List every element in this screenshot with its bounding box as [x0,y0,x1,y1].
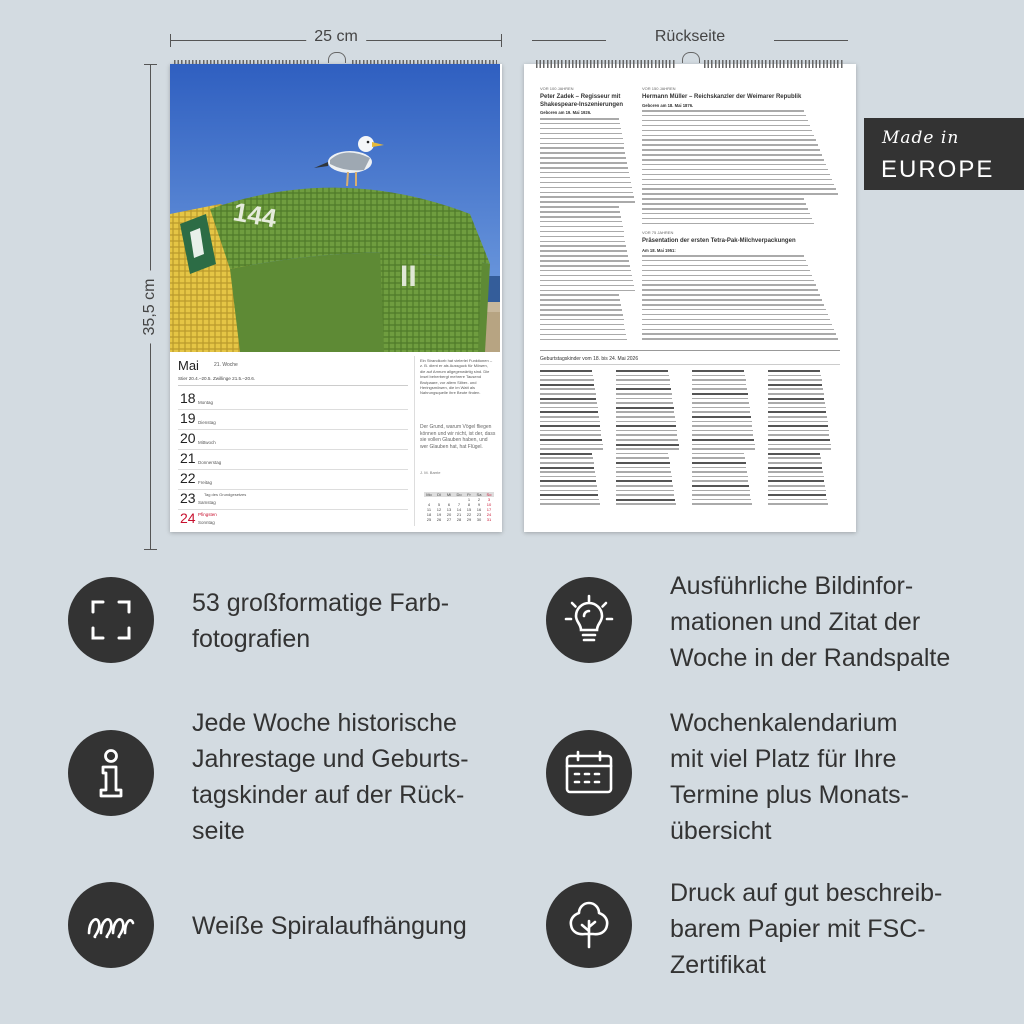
text-line [642,280,814,282]
text-line [642,304,824,306]
text-line [692,453,744,455]
text-line [642,110,804,112]
text-line [768,398,824,400]
text-line [616,467,670,469]
height-label: 35,5 cm [141,271,159,344]
text-line [540,453,592,455]
text-line [642,130,812,132]
text-line [540,485,597,487]
text-line [642,179,832,181]
text-line [768,430,829,432]
text-line [642,309,826,311]
text-line [540,285,634,287]
text-line [692,416,751,418]
text-line [642,319,830,321]
text-line [642,270,810,272]
text-line [768,370,820,372]
text-line [540,425,600,427]
text-line [540,123,620,125]
text-line [540,152,625,154]
text-line [768,393,824,395]
text-line [540,236,624,238]
text-line [540,147,624,149]
text-line [540,211,620,213]
text-line [540,314,623,316]
text-line [540,118,619,120]
text-line [540,187,632,189]
hanger-hook [328,52,346,63]
text-line [540,128,621,130]
text-line [692,379,746,381]
text-line [616,402,673,404]
text-line [616,448,679,450]
feature-fsc-paper: Druck auf gut beschreib- barem Papier mit FSC- Zertifikat [670,879,943,979]
text-line [540,411,598,413]
text-line [540,294,619,296]
text-line [692,375,745,377]
text-line [692,388,747,390]
text-line [768,379,822,381]
text-line [642,159,824,161]
text-line [540,162,627,164]
text-line [642,203,806,205]
article-2-lead: Geboren am 18. Mai 1876. [642,103,694,108]
text-line [540,384,594,386]
text-line [540,201,635,203]
day-row[interactable]: 24 Pfingsten Sonntag [180,510,217,526]
text-line [540,329,625,331]
text-line [616,494,674,496]
text-line [692,430,753,432]
svg-text:II: II [400,260,417,293]
text-line [540,421,600,423]
text-line [768,457,821,459]
text-line [692,490,750,492]
text-line [540,157,626,159]
tree-icon [546,882,632,968]
sidebar-divider [414,356,415,526]
text-line [692,448,755,450]
text-line [540,290,635,292]
text-line [616,503,676,505]
text-line [540,324,624,326]
day-row[interactable]: 18 Montag [178,389,408,410]
text-line [616,393,672,395]
text-line [768,467,822,469]
text-line [616,379,670,381]
text-line [642,135,814,137]
text-line [540,192,633,194]
text-line [540,226,623,228]
text-line [540,494,598,496]
text-line [642,154,822,156]
text-line [642,174,830,176]
text-line [616,476,672,478]
text-line [768,439,830,441]
text-line [616,480,672,482]
text-line [616,421,676,423]
text-line [642,223,814,225]
text-line [540,499,599,501]
text-line [616,485,673,487]
text-line [616,444,679,446]
text-line [642,260,806,262]
text-line [692,402,749,404]
calendar-icon [546,730,632,816]
text-line [642,188,836,190]
text-line [540,393,596,395]
text-line [642,144,818,146]
text-line [692,411,750,413]
text-line [540,206,619,208]
text-line [540,457,593,459]
text-line [768,388,823,390]
text-line [540,299,620,301]
text-line [540,434,601,436]
text-line [616,457,669,459]
text-line [540,430,601,432]
text-line [642,265,808,267]
text-line [768,444,831,446]
article-3-lead: Am 18. Mai 1951: [642,248,676,253]
text-line [540,480,596,482]
text-line [692,485,749,487]
birthdays-title: Geburtstagskinder vom 18. bis 24. Mai 2026 [540,356,639,362]
text-line [540,196,634,198]
text-line [642,164,826,166]
back-side-label: Rückseite [647,28,733,46]
text-line [540,172,629,174]
text-line [768,453,820,455]
text-line [540,402,597,404]
text-line [540,416,599,418]
text-line [540,334,626,336]
text-line [768,494,826,496]
text-line [768,503,828,505]
spiral-binding [536,60,676,68]
height-dimension [140,64,160,550]
text-line [692,499,751,501]
text-line [768,448,831,450]
text-line [540,231,624,233]
text-line [642,169,828,171]
text-line [616,407,674,409]
text-line [642,208,808,210]
text-line [616,430,677,432]
article-2-title: Hermann Müller – Reichskanzler der Weimarer Republik [642,94,802,100]
feature-weekly-calendar: Wochenkalendarium mit viel Platz für Ihre Termine plus Monats- übersicht [670,709,909,845]
text-line [642,125,810,127]
text-line [540,503,600,505]
text-line [540,241,625,243]
text-line [642,294,820,296]
text-line [616,425,676,427]
month-overview: Mo Di Mi Do Fr Sa So 1 2 3 4 5 6 7 8 9 10 11 12 13 14 15 16 17 18 19 20 21 22 23 24 25 26 27 28 29 30 31 [424,492,494,522]
text-line [642,299,822,301]
text-line [642,284,816,286]
text-line [692,503,752,505]
text-line [540,260,629,262]
text-line [642,314,828,316]
width-label: 25 cm [306,28,366,46]
text-line [642,218,812,220]
text-line [692,480,748,482]
article-3-kicker: VOR 75 JAHREN [642,230,674,235]
back-side-dimension [524,30,856,50]
text-line [692,434,753,436]
text-line [692,393,748,395]
calendar-front-page [170,64,502,532]
text-line [768,375,821,377]
text-line [540,250,627,252]
text-line [642,184,834,186]
text-line [692,462,746,464]
text-line [540,255,628,257]
text-line [616,384,670,386]
day-row[interactable]: 21 Donnerstag [178,449,408,470]
article-1-lead: Geboren am 19. Mai 1926. [540,110,592,115]
text-line [540,444,603,446]
month-label: Mai [178,358,199,373]
text-line [540,221,622,223]
text-line [642,329,834,331]
hanger-hook [682,52,700,63]
feature-photos: 53 großformatige Farb- fotografien [192,589,450,653]
text-line [768,462,822,464]
text-line [692,494,750,496]
text-line [768,407,826,409]
info-icon [68,730,154,816]
text-line [616,490,674,492]
text-line [540,490,598,492]
made-in-europe-badge: Made in EUROPE [864,118,1024,190]
text-line [540,467,594,469]
text-line [616,416,675,418]
text-line [768,499,827,501]
text-line [692,425,752,427]
text-line [692,384,746,386]
text-line [692,407,750,409]
zodiac-line: Stier 20.4.–20.5. Zwillinge 21.5.–20.6. [178,376,256,381]
text-line [540,398,596,400]
text-line [642,139,816,141]
svg-text:144: 144 [230,196,279,234]
text-line [616,499,675,501]
text-line [692,457,745,459]
text-line [540,280,633,282]
text-line [540,379,594,381]
text-line [616,434,677,436]
text-line [768,471,823,473]
text-line [642,275,812,277]
quote-of-week: Der Grund, warum Vögel fliegen können und wir nicht, ist der, dass sie vollen Glauben haben, und wer Glauben hat, hat Flügel. [420,424,496,450]
text-line [768,411,826,413]
text-line [642,324,832,326]
text-line [692,398,748,400]
text-line [540,471,595,473]
text-line [540,448,603,450]
text-line [540,167,628,169]
text-line [768,384,822,386]
text-line [616,411,674,413]
week-label: 21. Woche [214,362,238,368]
text-line [768,434,829,436]
text-line [540,407,598,409]
text-line [616,388,671,390]
spiral-binding [704,60,844,68]
text-line [540,182,631,184]
text-line [616,398,672,400]
text-line [768,476,824,478]
text-line [692,476,748,478]
text-line [540,275,632,277]
photo-caption: Ein Strandkorb hat vielerlei Funktionen – z. B. dient er als Aussguck für Möwen, die auf Amrum allgegenwärtig sind. Die Insel beherbergt mehrere Tausend Brutpaare, vor allem Silber- und Heringsmöwen, die im Watt als Nahrungsquelle ihre Beute finden. [420,358,493,396]
text-line [692,467,746,469]
day-row[interactable]: 19 Dienstag [178,409,408,430]
text-line [540,133,622,135]
text-line [540,388,595,390]
text-line [642,149,820,151]
feature-image-info: Ausführliche Bildinfor- mationen und Zitat der Woche in der Randspalte [670,572,951,672]
text-line [540,319,624,321]
text-line [642,198,804,200]
text-line [616,462,670,464]
text-line [692,444,755,446]
text-line [540,339,627,341]
article-1-title: Peter Zadek – Regisseur mit Shakespeare-Inszenierungen [540,94,624,108]
text-line [540,270,631,272]
weekly-grid [170,352,500,532]
text-line [616,375,669,377]
text-line [692,370,744,372]
text-line [540,370,592,372]
text-line [616,370,668,372]
day-row[interactable]: 22 Freitag [178,469,408,490]
text-line [540,143,624,145]
text-line [692,439,754,441]
article-3-title: Präsentation der ersten Tetra-Pak-Milchverpackungen [642,238,796,244]
text-line [642,338,838,340]
day-row[interactable]: 20 Mittwoch [178,429,408,450]
quote-author: J. M. Barrie [420,470,441,475]
text-line [692,421,752,423]
text-line [642,333,836,335]
expand-icon [68,577,154,663]
text-line [642,289,818,291]
feature-spiral: Weiße Spiralaufhängung [192,912,467,940]
width-dimension [170,30,502,50]
text-line [692,471,747,473]
text-line [768,480,824,482]
calendar-back-page [524,64,856,532]
text-line [540,476,596,478]
text-line [540,177,630,179]
text-line [616,439,678,441]
text-line [642,120,808,122]
text-line [540,245,626,247]
text-line [540,304,621,306]
text-line [768,490,826,492]
text-line [768,485,825,487]
day-row[interactable]: 23 Tag des Grundgesetzes Samstag [178,489,408,510]
calendar-photo [170,64,500,352]
text-line [540,265,630,267]
text-line [616,471,671,473]
text-line [768,416,827,418]
text-line [642,213,810,215]
text-line [616,453,668,455]
feature-anniversaries: Jede Woche historische Jahrestage und Geburts- tagskinder auf der Rück- seite [192,709,469,845]
text-line [540,138,623,140]
article-2-kicker: VOR 150 JAHREN [642,86,676,91]
spiral-icon [68,882,154,968]
text-line [642,193,838,195]
text-line [768,425,828,427]
text-line [540,375,593,377]
text-line [642,255,804,257]
text-line [540,462,594,464]
article-1-kicker: VOR 100 JAHREN [540,86,574,91]
lightbulb-icon [546,577,632,663]
text-line [540,216,621,218]
text-line [768,402,825,404]
text-line [540,309,622,311]
text-line [768,421,828,423]
text-line [540,439,602,441]
text-line [642,115,806,117]
